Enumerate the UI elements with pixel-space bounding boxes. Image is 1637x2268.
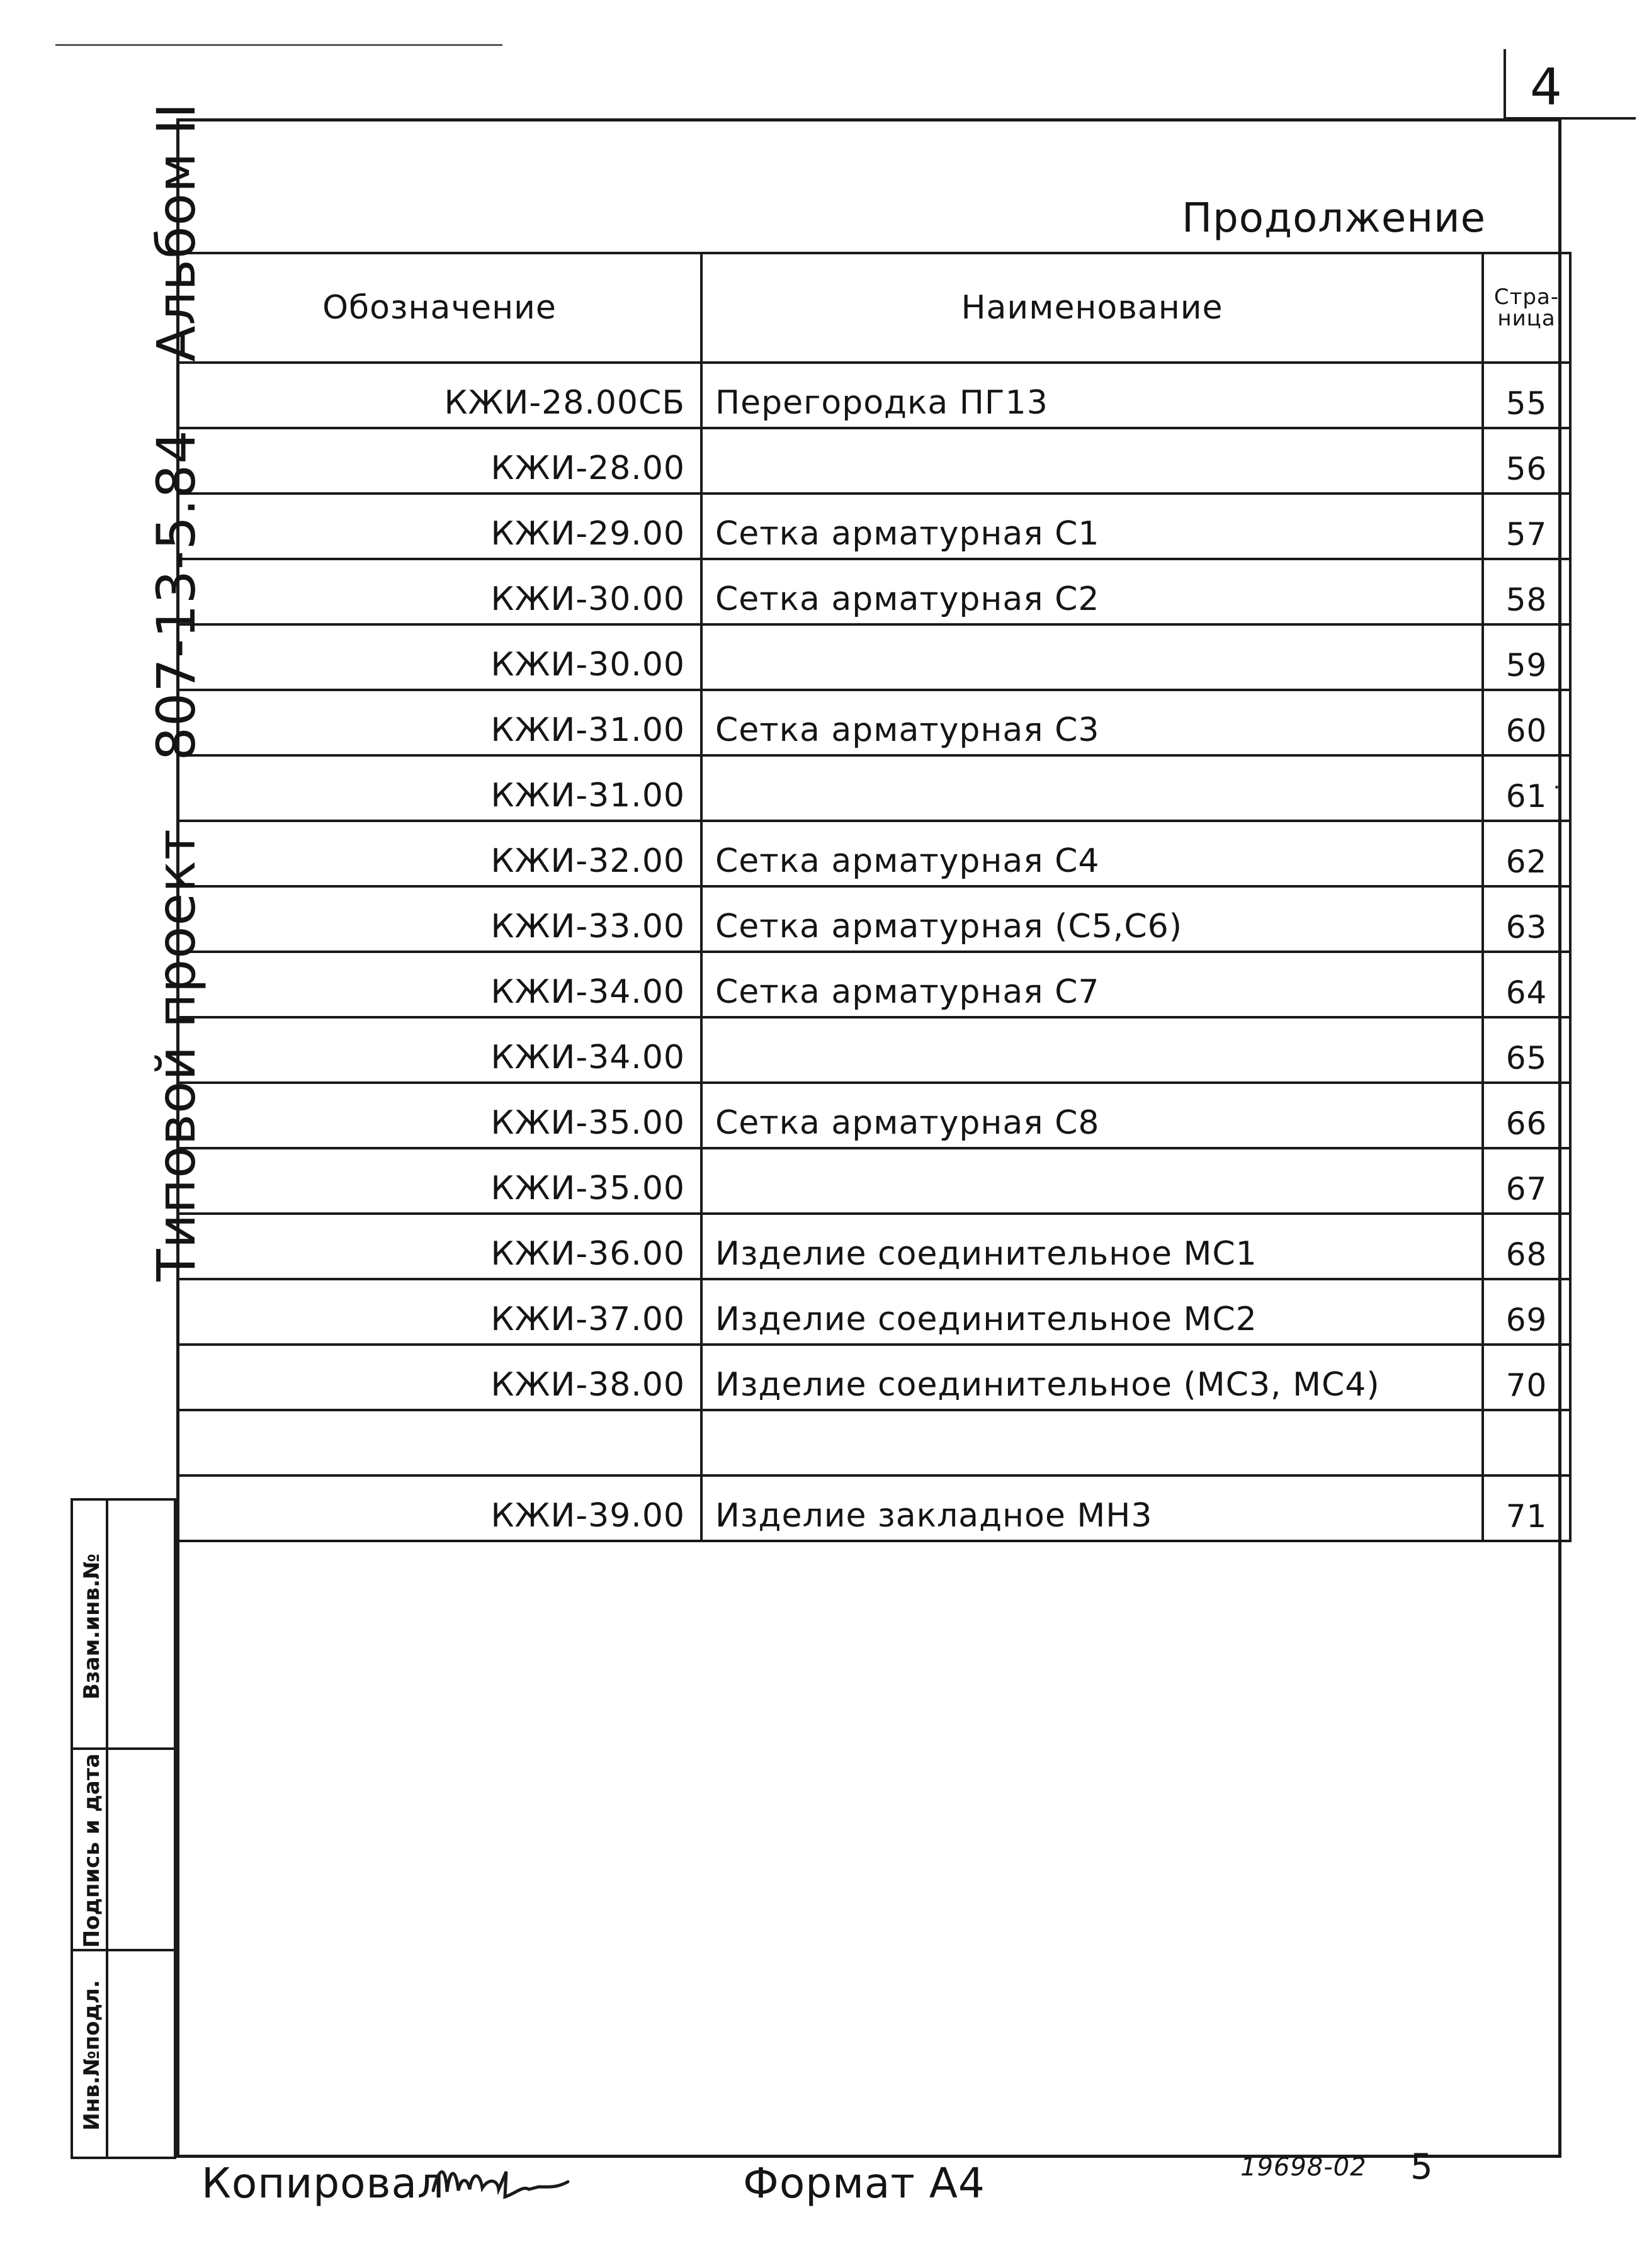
cell-name <box>701 624 1483 690</box>
header-designation: Обозначение <box>178 253 701 363</box>
cell-page: 56 <box>1483 428 1570 494</box>
cell-name <box>701 428 1483 494</box>
stamp-cell-inv <box>71 1949 108 2159</box>
continuation-label: Продолжение <box>1181 195 1486 242</box>
cell-designation: КЖИ-34.00 <box>178 1017 701 1083</box>
cell-designation: КЖИ-33.00 <box>178 886 701 952</box>
project-type: Типовой проект <box>145 828 207 1282</box>
copier-signature <box>428 2153 573 2220</box>
cell-designation: КЖИ-35.00 <box>178 1148 701 1214</box>
table-row <box>178 624 1570 690</box>
project-code: 807-13-5.84 <box>145 429 207 761</box>
footer-page-number: 5 <box>1410 2147 1434 2187</box>
cell-designation: КЖИ-32.00 <box>178 821 701 886</box>
table-row <box>178 1345 1570 1410</box>
table-row <box>178 1410 1570 1475</box>
table-row <box>178 1017 1570 1083</box>
stamp-field-inv <box>106 1949 176 2159</box>
cell-page: 59 <box>1483 624 1570 690</box>
cell-designation: КЖИ-31.00 <box>178 690 701 755</box>
top-rule <box>55 44 502 46</box>
cell-designation: КЖИ-39.00 <box>178 1475 701 1541</box>
table-header-row <box>178 253 1570 363</box>
cell-name: Изделие соединительное МС2 <box>701 1279 1483 1345</box>
table-row <box>178 363 1570 428</box>
cell-page: 63 <box>1483 886 1570 952</box>
album-label: Альбом II <box>145 102 207 362</box>
cell-page: 66 <box>1483 1083 1570 1148</box>
sheet-number-box-line <box>1504 49 1506 118</box>
table-row <box>178 1475 1570 1541</box>
cell-page: 68 <box>1483 1214 1570 1279</box>
cell-designation <box>178 1410 701 1475</box>
table-row <box>178 690 1570 755</box>
stamp-field-signature <box>106 1747 176 1951</box>
cell-name <box>701 1017 1483 1083</box>
cell-designation: КЖИ-35.00 <box>178 1083 701 1148</box>
stamp-inv-number: Инв.№подл. <box>79 1980 105 2131</box>
cell-page: 64 <box>1483 952 1570 1017</box>
cell-name: Сетка арматурная С8 <box>701 1083 1483 1148</box>
footer-copied-label: Копировал <box>201 2159 445 2208</box>
cell-name: Сетка арматурная С3 <box>701 690 1483 755</box>
cell-designation: КЖИ-29.00 <box>178 494 701 559</box>
cell-page: 67 <box>1483 1148 1570 1214</box>
cell-name: Сетка арматурная (С5,С6) <box>701 886 1483 952</box>
cell-page: 60 <box>1483 690 1570 755</box>
header-page: Стра-ница <box>1483 253 1570 363</box>
sheet-number: 4 <box>1530 58 1563 116</box>
cell-name <box>701 755 1483 821</box>
table-row <box>178 1148 1570 1214</box>
table-row <box>178 821 1570 886</box>
stamp-field-replace <box>106 1498 176 1750</box>
cell-name: Сетка арматурная С4 <box>701 821 1483 886</box>
footer-archive-code: 19698-02 <box>1240 2153 1367 2182</box>
table-row <box>178 559 1570 624</box>
cell-name: Изделие соединительное (МС3, МС4) <box>701 1345 1483 1410</box>
cell-designation: КЖИ-28.00 <box>178 428 701 494</box>
cell-name: Перегородка ПГ13 <box>701 363 1483 428</box>
table-row <box>178 755 1570 821</box>
cell-name: Сетка арматурная С7 <box>701 952 1483 1017</box>
cell-name: Сетка арматурная С2 <box>701 559 1483 624</box>
cell-page: 57 <box>1483 494 1570 559</box>
table-row <box>178 886 1570 952</box>
cell-page: 55 <box>1483 363 1570 428</box>
cell-designation: КЖИ-30.00 <box>178 559 701 624</box>
cell-designation: КЖИ-36.00 <box>178 1214 701 1279</box>
cell-page: 69 <box>1483 1279 1570 1345</box>
approval-stamp <box>71 1498 176 2159</box>
cell-designation: КЖИ-34.00 <box>178 952 701 1017</box>
cell-designation: КЖИ-30.00 <box>178 624 701 690</box>
table-row <box>178 1279 1570 1345</box>
cell-name: Изделие соединительное МС1 <box>701 1214 1483 1279</box>
side-title <box>145 0 207 1510</box>
cell-designation: КЖИ-38.00 <box>178 1345 701 1410</box>
cell-page: 62 <box>1483 821 1570 886</box>
cell-designation: КЖИ-37.00 <box>178 1279 701 1345</box>
cell-name: Изделие закладное МН3 <box>701 1475 1483 1541</box>
table-row <box>178 1083 1570 1148</box>
cell-page: 71 <box>1483 1475 1570 1541</box>
stamp-signature-date: Подпись и дата <box>79 1753 105 1948</box>
table-row <box>178 428 1570 494</box>
cell-page: 58 <box>1483 559 1570 624</box>
cell-page: 70 <box>1483 1345 1570 1410</box>
table-row <box>178 952 1570 1017</box>
stamp-cell-signature <box>71 1747 108 1951</box>
cell-name <box>701 1410 1483 1475</box>
contents-table <box>176 252 1572 1542</box>
header-name: Наименование <box>701 253 1483 363</box>
table-row <box>178 494 1570 559</box>
speck <box>1555 786 1558 789</box>
cell-page: 65 <box>1483 1017 1570 1083</box>
table-body <box>178 363 1570 1541</box>
stamp-replace-inv: Взам.инв.№ <box>79 1554 105 1700</box>
cell-name <box>701 1148 1483 1214</box>
signature-scribble <box>428 2153 573 2209</box>
cell-designation: КЖИ-28.00СБ <box>178 363 701 428</box>
cell-page: 61 <box>1483 755 1570 821</box>
cell-page <box>1483 1410 1570 1475</box>
cell-designation: КЖИ-31.00 <box>178 755 701 821</box>
table-row <box>178 1214 1570 1279</box>
footer-format: Формат А4 <box>743 2159 985 2208</box>
cell-name: Сетка арматурная С1 <box>701 494 1483 559</box>
stamp-cell-replace <box>71 1498 108 1750</box>
